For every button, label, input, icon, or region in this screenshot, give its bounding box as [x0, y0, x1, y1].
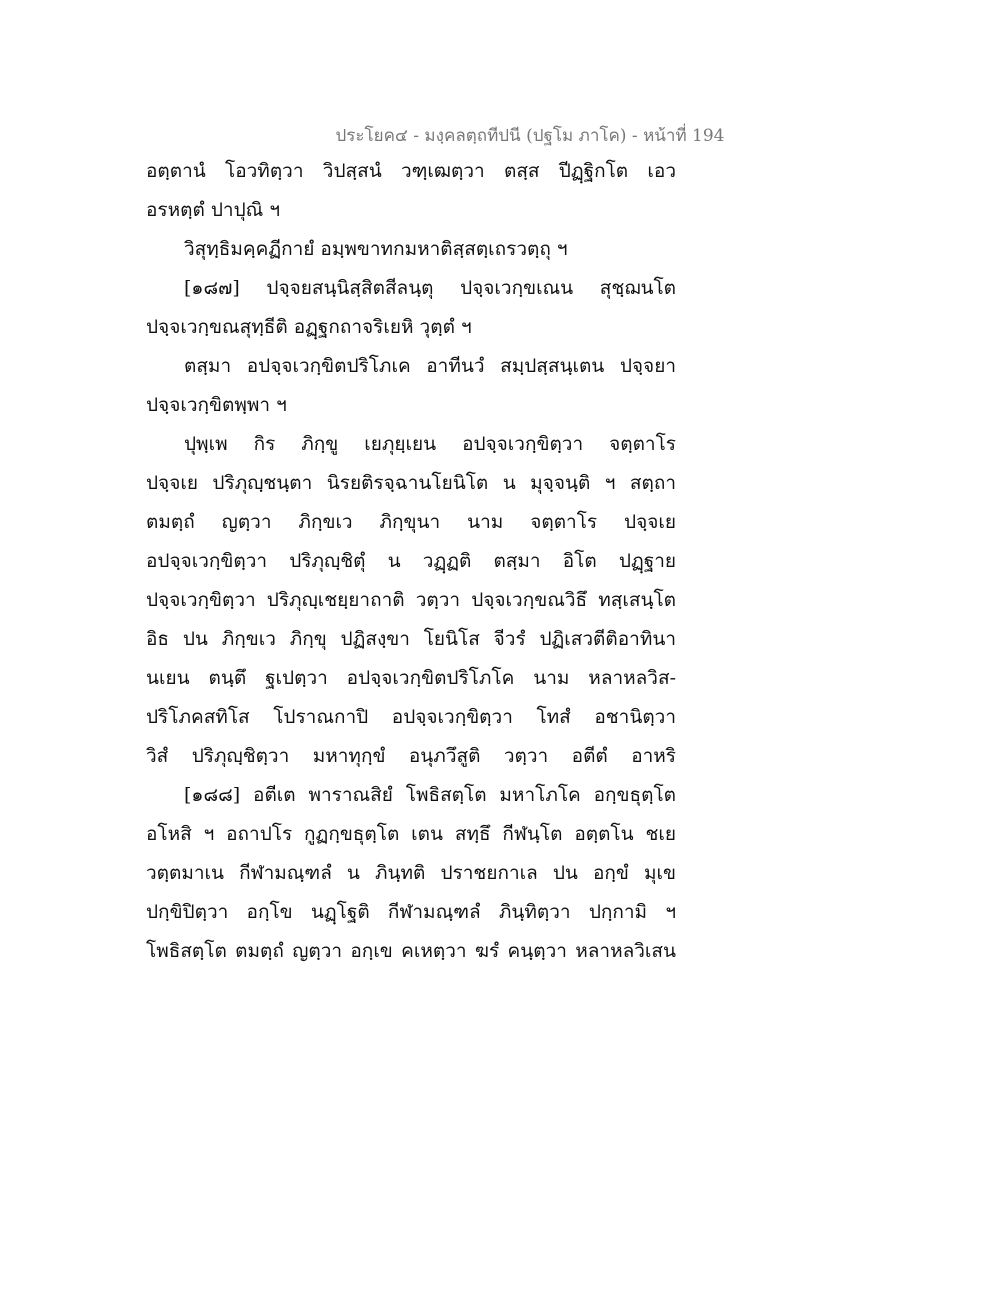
text-line: นเยน ตนฺตึ ฐเปตฺวา อปจฺจเวกฺขิตปริโภโค นาม หลาหลวิส- [146, 667, 676, 689]
text-line: ปจฺจเวกฺขณสุทฺธีติ อฏฺฐกถาจริเยหิ วุตฺตํ ฯ [146, 316, 472, 338]
text-line: วิสุทฺธิมคฺคฏีกายํ อมฺพขาทกมหาติสฺสตฺเถรวตฺถุ ฯ [184, 238, 568, 260]
body-text [146, 152, 676, 971]
text-line: วตฺตมาเน กีฬามณฺฑลํ น ภินฺทติ ปราชยกาเล ปน อกฺขํ มุเข [146, 862, 676, 884]
text-line: ปกฺขิปิตฺวา อกฺโข นฏฺโฐติ กีฬามณฺฑลํ ภินฺทิตฺวา ปกฺกามิ ฯ [146, 901, 676, 923]
text-line: [๑๘๗] ปจฺจยสนฺนิสฺสิตสีลนฺตุ ปจฺจเวกฺขเณน สุชฺฌนโต [184, 277, 676, 299]
text-line: ปจฺจเวกฺขิตฺวา ปริภุญฺเชยฺยาถาติ วตฺวา ปจฺจเวกฺขณวิธึ ทสฺเสนฺโต [146, 589, 676, 611]
text-line: ตมตฺถํ ญตฺวา ภิกฺขเว ภิกฺขุนา นาม จตฺตาโร ปจฺจเย [146, 511, 676, 533]
text-line: ปุพฺเพ กิร ภิกฺขู เยภุยฺเยน อปจฺจเวกฺขิตฺวา จตฺตาโร [184, 433, 676, 455]
text-line: ตสฺมา อปจฺจเวกฺขิตปริโภเค อาทีนวํ สมฺปสฺสนฺเตน ปจฺจยา [184, 355, 676, 377]
text-line: อปจฺจเวกฺขิตฺวา ปริภุญฺชิตุํ น วฏฺฏติ ตสฺมา อิโต ปฏฺฐาย [146, 550, 676, 572]
text-line: ปจฺจเวกฺขิตพฺพา ฯ [146, 394, 287, 416]
text-line: ปริโภคสทิโส โปราณกาปิ อปจฺจเวกฺขิตฺวา โทสํ อชานิตฺวา [146, 706, 676, 728]
text-line: อรหตฺตํ ปาปุณิ ฯ [146, 199, 280, 221]
page-header: ประโยค๔ - มงฺคลตฺถทีปนี (ปฐโม ภาโค) - หน้าที่ 194 [335, 126, 725, 146]
text-line: ปจฺจเย ปริภุญฺชนฺตา นิรยติรจฺฉานโยนิโต น มุจฺจนฺติ ฯ สตฺถา [146, 472, 676, 494]
text-line: อตฺตานํ โอวทิตฺวา วิปสฺสนํ วฑฺเฒตฺวา ตสฺส ปีฏฺฐิกโต เอว [146, 160, 676, 182]
text-line: วิสํ ปริภุญฺชิตฺวา มหาทุกฺขํ อนุภวึสูติ วตฺวา อตีตํ อาหริ [146, 745, 676, 767]
text-line: โพธิสตฺโต ตมตฺถํ ญตฺวา อกฺเข คเหตฺวา ฆรํ คนฺตฺวา หลาหลวิเสน [146, 940, 676, 962]
text-line: อิธ ปน ภิกฺขเว ภิกฺขุ ปฏิสงฺขา โยนิโส จีวรํ ปฏิเสวตีติอาทินา [146, 628, 676, 650]
text-line: [๑๘๘] อตีเต พาราณสิยํ โพธิสตฺโต มหาโภโค อกฺขธุตฺโต [184, 784, 676, 806]
text-line: อโหสิ ฯ อถาปโร กูฏกฺขธุตฺโต เตน สทฺธึ กีฬนฺโต อตฺตโน ชเย [146, 823, 676, 845]
